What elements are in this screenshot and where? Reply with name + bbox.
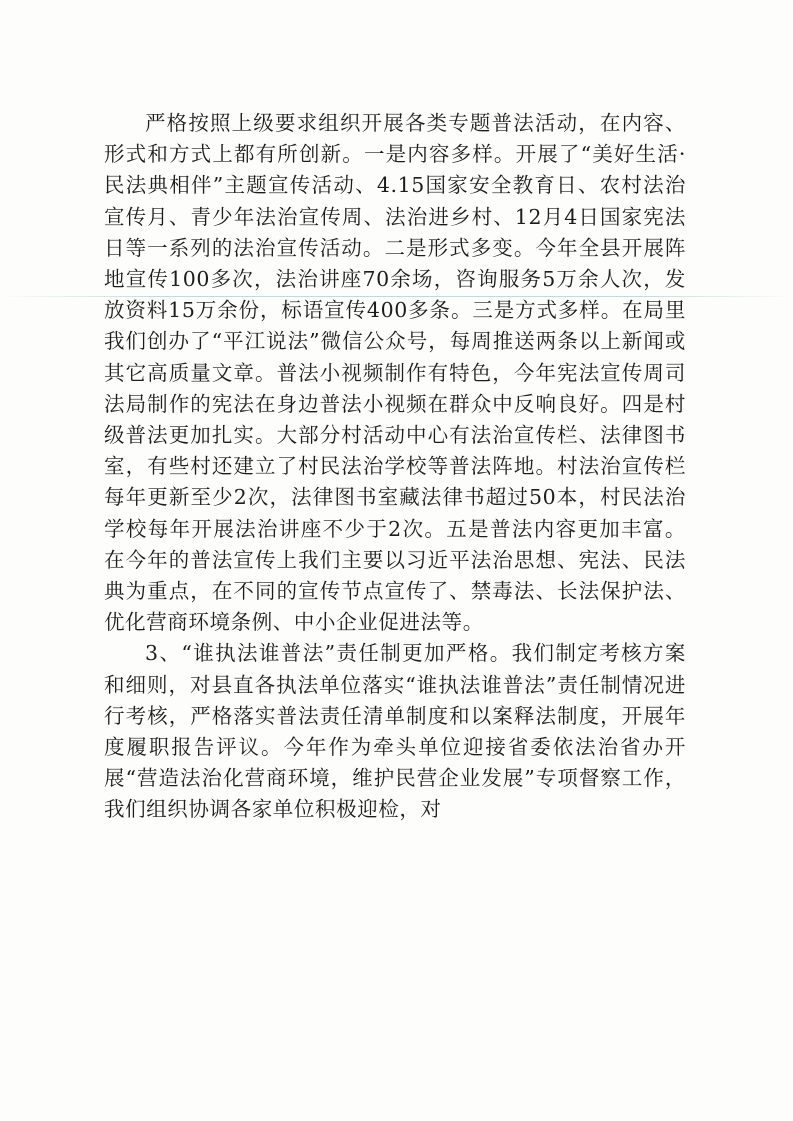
paragraph-responsibility-system: 3、“谁执法谁普法”责任制更加严格。我们制定考核方案和细则，对县直各执法单位落实“谁执法谁普法”责任制情况进行考核，严格落实普法责任清单制度和以案释法制度，开展年度履职报告评议。今年作为牵头单位迎接省委依法治省办开展“营造法治化营商环境，维护民营企业发展”专项督察工作，我们组织协调各家单位积极迎检，对 xyxy=(104,641,686,822)
paragraph-special-campaigns: 严格按照上级要求组织开展各类专题普法活动，在内容、形式和方式上都有所创新。一是内容多样。开展了“美好生活·民法典相伴”主题宣传活动、4.15国家安全教育日、农村法治宣传月、青少年法治宣传周、法治进乡村、12月4日国家宪法日等一系列的法治宣传活动。二是形式多变。今年全县开展阵地宣传100多次，法治讲座70余场，咨询服务5万余人次，发放资料15万余份，标语宣传400多条。三是方式多样。在局里我们创办了“平江说法”微信公众号，每周推送两条以上新闻或其它高质量文章。普法小视频制作有特色，今年宪法宣传周司法局制作的宪法在身边普法小视频在群众中反响良好。四是村级普法更加扎实。大部分村活动中心有法治宣传栏、法律图书室，有些村还建立了村民法治学校等普法阵地。村法治宣传栏每年更新至少2次，法律图书室藏法律书超过50本，村民法治学校每年开展法治讲座不少于2次。五是普法内容更加丰富。在今年的普法宣传上我们主要以习近平法治思想、宪法、民法典为重点，在不同的宣传节点宣传了、禁毒法、长法保护法、优化营商环境条例、中小企业促进法等。 xyxy=(104,111,686,635)
document-body xyxy=(104,108,686,826)
